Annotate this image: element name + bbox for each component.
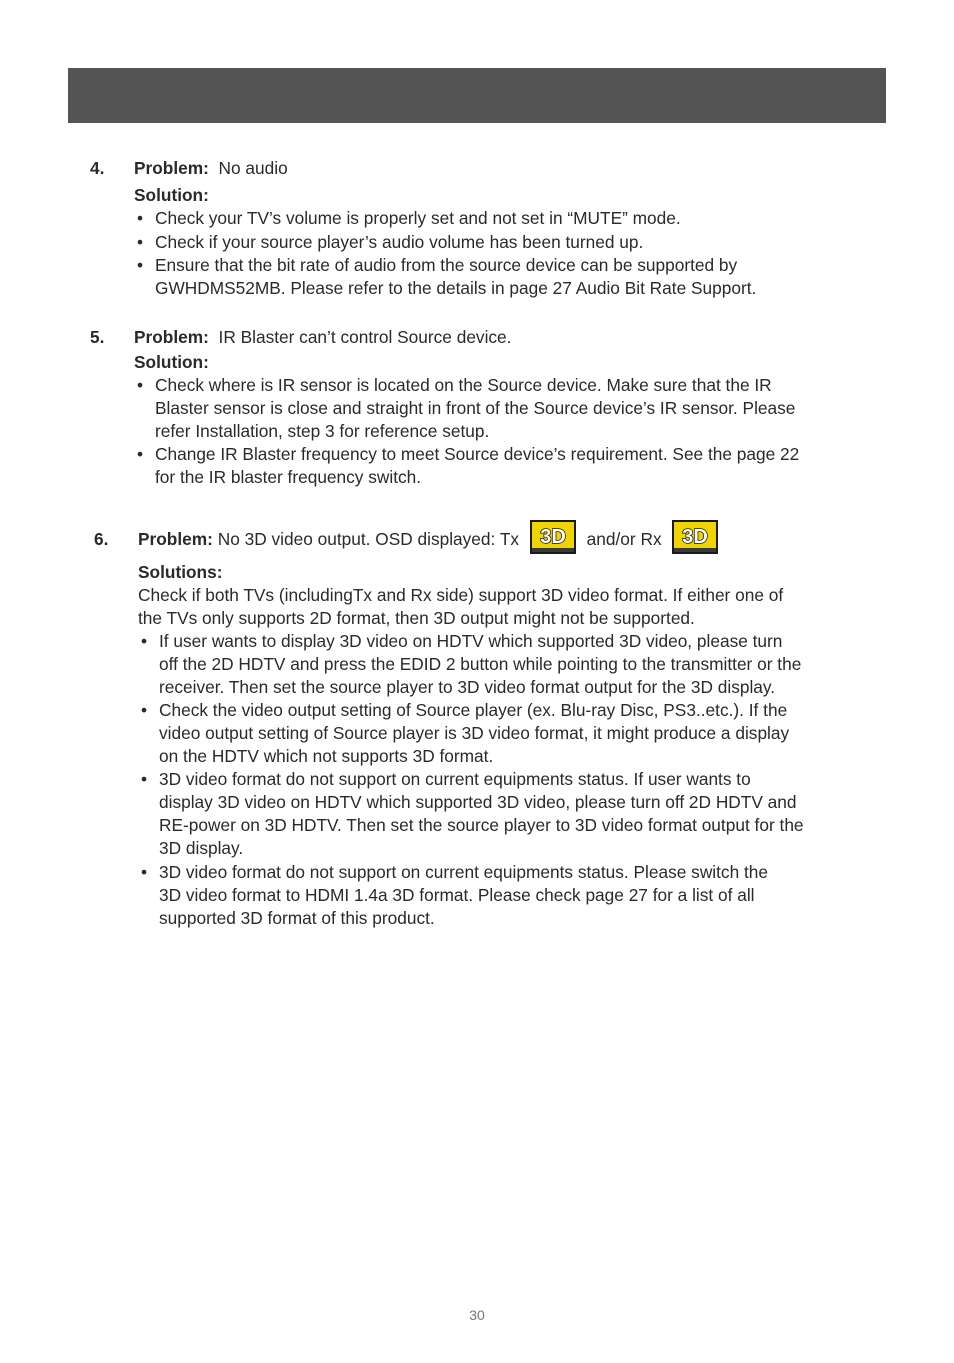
problem-label: Problem: — [134, 327, 209, 347]
bullet-text: If user wants to display 3D video on HDTV which supported 3D video, please turn off the 2D HDTV and press the EDID 2 button while pointing to the transmitter or the receiver. Then set the source player to 3D video format output for the 3D display. — [159, 631, 802, 697]
item-number: 6. — [94, 529, 109, 549]
bullet-dot: • — [141, 700, 148, 720]
bullet-text: 3D video format do not support on current equipments status. Please switch the 3D video format to HDMI 1.4a 3D format. Please check page 27 for a list of all supported 3D format of this product. — [159, 862, 769, 928]
page-number: 30 — [469, 1307, 485, 1323]
solution-label: Solution: — [134, 352, 209, 372]
bullet-dot: • — [137, 232, 144, 252]
bullet-dot: • — [137, 444, 144, 464]
problem-label: Problem: — [134, 158, 209, 178]
bullet-text: Change IR Blaster frequency to meet Source device’s requirement. See the page 22 for the IR blaster frequency switch. — [155, 444, 800, 487]
item-number: 4. — [90, 158, 105, 178]
problem-text: IR Blaster can’t control Source device. — [218, 327, 512, 347]
svg-text:3D: 3D — [682, 526, 709, 549]
bullet-dot: • — [137, 375, 144, 395]
solution-label: Solutions: — [138, 562, 223, 582]
problem-label: Problem: — [138, 529, 213, 549]
bullet-text: Check where is IR sensor is located on the Source device. Make sure that the IR Blaster sensor is close and straight in front of the Source device’s IR sensor. Please refer Installation, step 3 for reference setup. — [155, 375, 796, 441]
bullet-text: Ensure that the bit rate of audio from the source device can be supported by GWHDMS52MB. Please refer to the details in page 27 Audio Bit Rate Support. — [155, 255, 757, 298]
solution-intro: Check if both TVs (includingTx and Rx side) support 3D video format. If either one of the TVs only supports 2D format, then 3D output might not be supported. — [138, 585, 784, 628]
problem-line — [134, 326, 511, 349]
bullet-text: 3D video format do not support on current equipments status. If user wants to display 3D video on HDTV which supported 3D video, please turn off 2D HDTV and RE-power on 3D HDTV. Then set the source player to 3D video format output for the 3D display. — [159, 769, 804, 858]
bullet-text: Check your TV’s volume is properly set and not set in “MUTE” mode. — [155, 208, 681, 228]
bullet-text: Check the video output setting of Source player (ex. Blu-ray Disc, PS3..etc.). If the video output setting of Source player is 3D video format, it might produce a display on the HDTV which not supports 3D format. — [159, 700, 790, 766]
problem-line — [138, 520, 724, 558]
bullet-dot: • — [141, 769, 148, 789]
problem-line — [134, 157, 288, 180]
osd-3d-rx-icon — [672, 520, 718, 554]
problem-text: No 3D video output. OSD displayed: Tx — [217, 529, 520, 549]
solution-label: Solution: — [134, 185, 209, 205]
problem-mid-text: and/or Rx — [586, 529, 662, 549]
bullet-dot: • — [141, 862, 148, 882]
item-number: 5. — [90, 327, 105, 347]
header-bar — [68, 68, 886, 123]
problem-text: No audio — [218, 158, 288, 178]
bullet-text: Check if your source player’s audio volume has been turned up. — [155, 232, 644, 252]
svg-text:3D: 3D — [540, 526, 566, 549]
osd-3d-tx-icon — [530, 520, 576, 554]
bullet-dot: • — [141, 631, 148, 651]
bullet-dot: • — [137, 255, 144, 275]
bullet-dot: • — [137, 208, 144, 228]
